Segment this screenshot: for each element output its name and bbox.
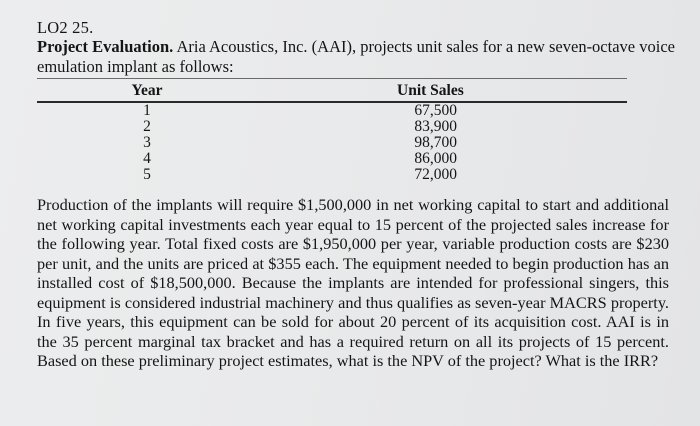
cell-unit-sales: 72,000 [414, 166, 457, 183]
problem-title: Project Evaluation. [37, 37, 174, 56]
cell-year: 4 [143, 150, 151, 167]
problem-intro-text: Aria Acoustics, Inc. (AAI), projects unit sales for a new seven-octave voice emulation implant as follows: [37, 37, 675, 76]
cell-unit-sales: 86,000 [414, 150, 457, 167]
table-header [37, 80, 627, 103]
table-row [37, 103, 627, 119]
cell-unit-sales: 67,500 [414, 102, 457, 119]
table-row [37, 167, 627, 183]
problem-intro [37, 37, 677, 76]
cell-year: 5 [143, 166, 151, 183]
unit-sales-table [37, 80, 627, 183]
column-header-unit-sales: Unit Sales [397, 82, 464, 99]
cell-year: 1 [143, 102, 151, 119]
table-row [37, 151, 627, 167]
cell-unit-sales: 98,700 [414, 134, 457, 151]
cell-unit-sales: 83,900 [414, 118, 457, 135]
table-row [37, 119, 627, 135]
table-row [37, 135, 627, 151]
problem-body: Production of the implants will require $1,500,000 in net working capital to start and additional net working capital investments each year equal to 15 percent of the projected sales increase for the following year. Total fixed costs are $1,950,000 per year, variable production costs are $230 per unit, and the units are priced at $355 each. The equipment needed to begin production has an installed cost of $18,500,000. Because the implants are intended for professional singers, this equipment is considered industrial machinery and thus qualifies as seven-year MACRS property. In five years, this equipment can be sold for about 20 percent of its acquisition cost. AAI is in the 35 percent marginal tax bracket and has a required return on all its projects of 15 percent. Based on these preliminary project estimates, what is the NPV of the project? What is the IRR? [37, 195, 669, 370]
cell-year: 3 [143, 134, 151, 151]
table-top-rule [37, 78, 627, 79]
column-header-year: Year [131, 82, 163, 99]
cell-year: 2 [143, 118, 151, 135]
problem-number: LO2 25. [37, 18, 94, 37]
